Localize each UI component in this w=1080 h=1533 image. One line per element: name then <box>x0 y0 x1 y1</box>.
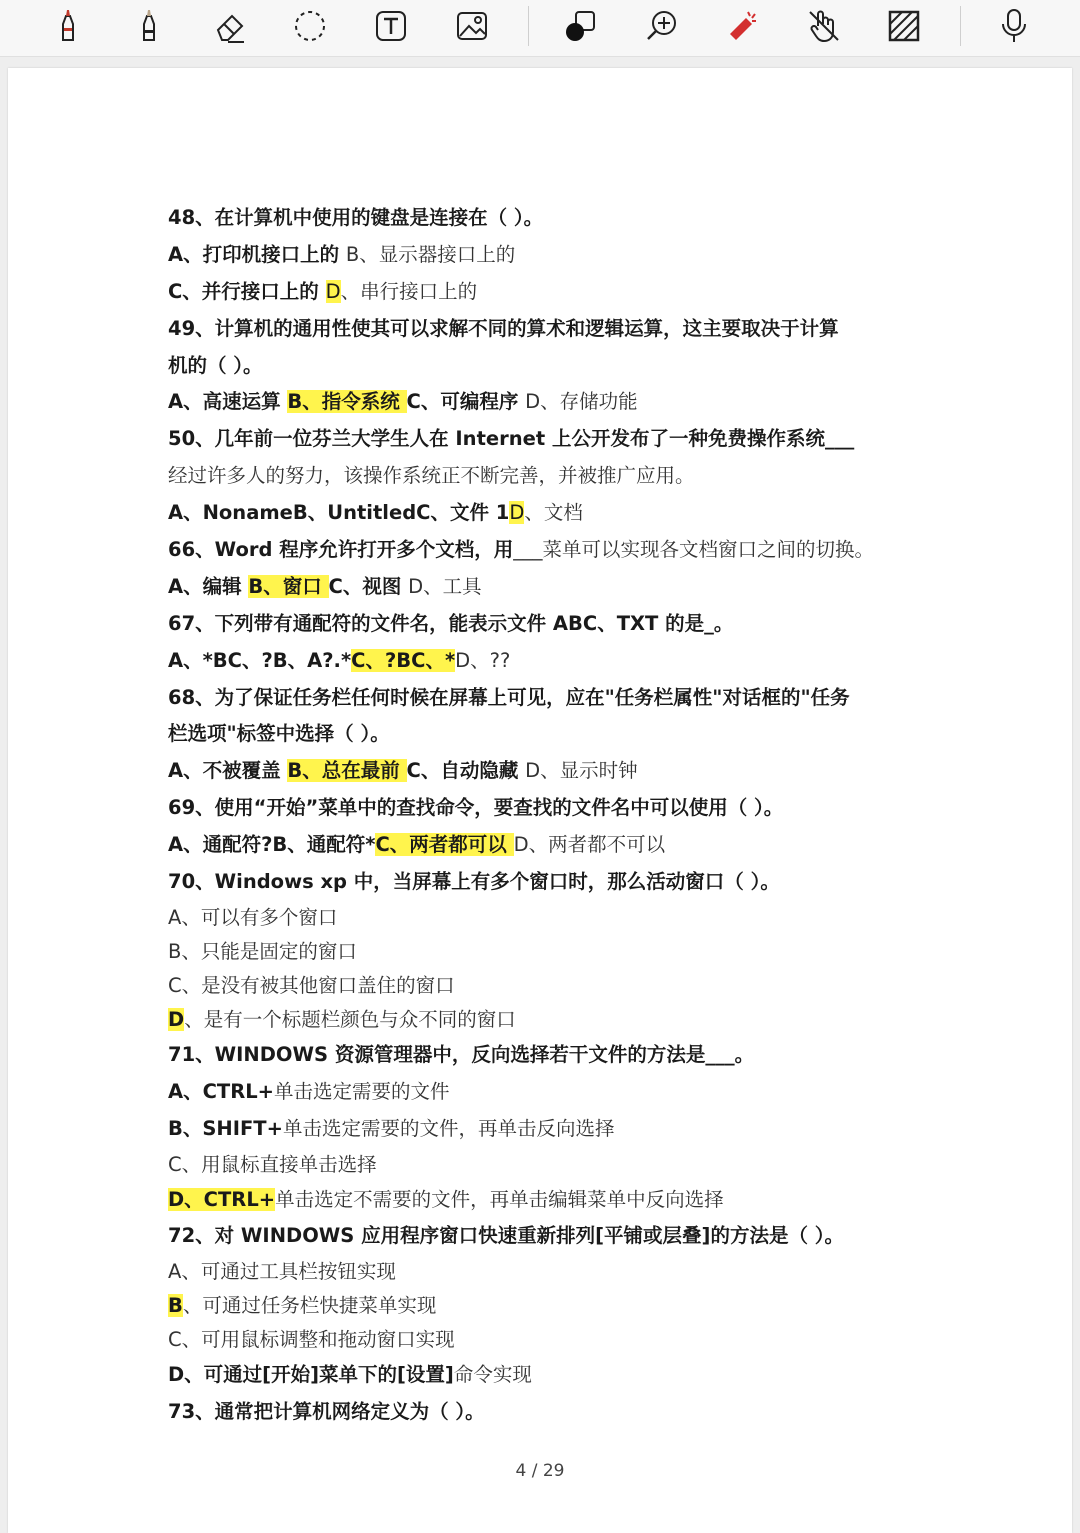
text-segment: 69、使用“开始”菜单中的查找命令，要查找的文件名中可以使用（ ）。 <box>168 796 784 820</box>
option-line <box>168 384 948 421</box>
option-line <box>168 1111 948 1148</box>
highlighted-text: C、?BC、* <box>351 648 456 672</box>
text-segment: 命令实现 <box>453 1363 532 1387</box>
fill-pattern-icon[interactable] <box>880 4 928 48</box>
text-segment: 单击选定需要的文件 <box>273 1079 450 1103</box>
question-line <box>168 200 948 237</box>
highlighted-text: D <box>509 501 525 525</box>
option-line <box>168 274 948 311</box>
text-segment: 单击选定不需要的文件，再单击编辑菜单中反向选择 <box>275 1187 724 1211</box>
option-line <box>168 1182 948 1219</box>
text-segment: D、显示时钟 <box>525 759 638 783</box>
text-segment: A、可通过工具栏按钮实现 <box>168 1260 396 1284</box>
text-segment: A、通配符?B、通配符* <box>168 833 376 857</box>
text-segment: D、?? <box>455 648 511 672</box>
highlighted-text: D <box>325 279 341 303</box>
text-segment: C、自动隐藏 <box>406 759 526 783</box>
text-segment: A、可以有多个窗口 <box>168 905 338 929</box>
highlighted-text: B <box>168 1294 183 1318</box>
text-segment: A、打印机接口上的 <box>168 242 346 266</box>
shape-icon[interactable] <box>556 4 604 48</box>
text-segment: A、*BC、?B、A?.* <box>168 648 352 672</box>
text-segment: A、不被覆盖 <box>168 759 288 783</box>
text-segment: D、存储功能 <box>525 390 638 414</box>
option-line <box>168 935 948 969</box>
option-line <box>168 1323 948 1357</box>
text-segment: 67、下列带有通配符的文件名，能表示文件 ABC、TXT 的是_。 <box>168 611 734 635</box>
option-line <box>168 1255 948 1289</box>
option-line <box>168 1148 948 1182</box>
page-content <box>168 200 948 1431</box>
text-segment: A、高速运算 <box>168 390 288 414</box>
question-line <box>168 716 948 753</box>
document-page <box>8 68 1072 1533</box>
question-line <box>168 606 948 643</box>
text-segment: C、用鼠标直接单击选择 <box>168 1152 377 1176</box>
question-line <box>168 1218 948 1255</box>
text-segment: D、两者都不可以 <box>513 833 666 857</box>
text-segment: ___菜单可以实现各文档窗口之间的切换。 <box>513 538 874 562</box>
option-line <box>168 1003 948 1037</box>
highlighted-text: D、CTRL+ <box>168 1187 276 1211</box>
option-line <box>168 1289 948 1323</box>
text-segment: 71、WINDOWS 资源管理器中，反向选择若干文件的方法是___。 <box>168 1042 755 1066</box>
option-line <box>168 458 948 495</box>
question-line <box>168 680 948 717</box>
text-segment: C、视图 <box>328 574 409 598</box>
question-line <box>168 1394 948 1431</box>
text-segment: B、只能是固定的窗口 <box>168 939 357 963</box>
text-segment: A、NonameB、UntitledC、文件 1 <box>168 501 510 525</box>
highlighted-text: C、两者都可以 <box>375 833 514 857</box>
text-segment: 72、对 WINDOWS 应用程序窗口快速重新排列[平铺或层叠]的方法是（ ）。 <box>168 1224 844 1248</box>
text-segment: 机的（ ）。 <box>168 353 263 377</box>
text-segment: 、文档 <box>524 501 583 525</box>
highlighted-text: B、指令系统 <box>287 390 407 414</box>
text-segment: C、并行接口上的 <box>168 279 326 303</box>
text-segment: B、显示器接口上的 <box>345 242 516 266</box>
text-segment: 49、计算机的通用性使其可以求解不同的算术和逻辑运算，这主要取决于计算 <box>168 316 839 340</box>
text-segment: A、编辑 <box>168 574 249 598</box>
option-line <box>168 569 948 606</box>
option-line <box>168 643 948 680</box>
image-icon[interactable] <box>448 4 496 48</box>
highlighted-text: B、窗口 <box>248 574 329 598</box>
text-segment: C、可编程序 <box>406 390 526 414</box>
option-line <box>168 1074 948 1111</box>
text-segment: 73、通常把计算机网络定义为（ ）。 <box>168 1400 485 1424</box>
touch-draw-icon[interactable] <box>800 4 848 48</box>
question-line <box>168 790 948 827</box>
text-segment: B、SHIFT+ <box>168 1116 283 1140</box>
option-line <box>168 827 948 864</box>
highlighted-text: D <box>168 1007 185 1031</box>
text-segment: 48、在计算机中使用的键盘是连接在（ ）。 <box>168 206 544 229</box>
text-segment: 栏选项"标签中选择（ ）。 <box>168 722 390 746</box>
highlighter-red-icon[interactable] <box>44 4 92 48</box>
question-line <box>168 348 948 385</box>
laser-pointer-icon[interactable] <box>718 4 766 48</box>
question-line <box>168 311 948 348</box>
highlighted-text: B、总在最前 <box>287 759 407 783</box>
text-segment: 66、Word 程序允许打开多个文档，用 <box>168 538 514 562</box>
text-segment: 70、Windows xp 中，当屏幕上有多个窗口时，那么活动窗口（ ）。 <box>168 870 780 894</box>
zoom-in-icon[interactable] <box>638 4 686 48</box>
text-segment: 、是有一个标题栏颜色与众不同的窗口 <box>184 1007 516 1031</box>
option-line <box>168 237 948 274</box>
page-indicator: 4 / 29 <box>515 1461 565 1481</box>
text-segment: 、串行接口上的 <box>340 279 478 303</box>
text-segment: 68、为了保证任务栏任何时候在屏幕上可见，应在"任务栏属性"对话框的"任务 <box>168 685 850 709</box>
option-line <box>168 901 948 935</box>
text-segment: A、CTRL+ <box>168 1079 274 1103</box>
text-segment: D、可通过[开始]菜单下的[设置] <box>168 1363 454 1387</box>
option-line <box>168 495 948 532</box>
text-segment: 、可通过任务栏快捷菜单实现 <box>182 1294 437 1318</box>
text-segment: C、可用鼠标调整和拖动窗口实现 <box>168 1328 455 1352</box>
text-segment: 经过许多人的努力，该操作系统正不断完善，并被推广应用。 <box>168 464 695 488</box>
eraser-icon[interactable] <box>206 4 254 48</box>
annotation-toolbar <box>0 0 1080 57</box>
question-line <box>168 1037 948 1074</box>
question-line <box>168 532 948 569</box>
microphone-icon[interactable] <box>990 4 1038 48</box>
text-segment: 单击选定需要的文件，再单击反向选择 <box>282 1116 615 1140</box>
text-segment: 50、几年前一位芬兰大学生人在 Internet 上公开发布了一种免费操作系统___ <box>168 427 855 451</box>
text-box-icon[interactable] <box>367 4 415 48</box>
option-line <box>168 969 948 1003</box>
text-segment: D、工具 <box>408 574 482 598</box>
option-line <box>168 753 948 790</box>
lasso-select-icon[interactable] <box>286 4 334 48</box>
question-line <box>168 421 948 458</box>
question-line <box>168 864 948 901</box>
highlighter-outline-icon[interactable] <box>125 4 173 48</box>
text-segment: C、是没有被其他窗口盖住的窗口 <box>168 973 455 997</box>
option-line <box>168 1357 948 1394</box>
